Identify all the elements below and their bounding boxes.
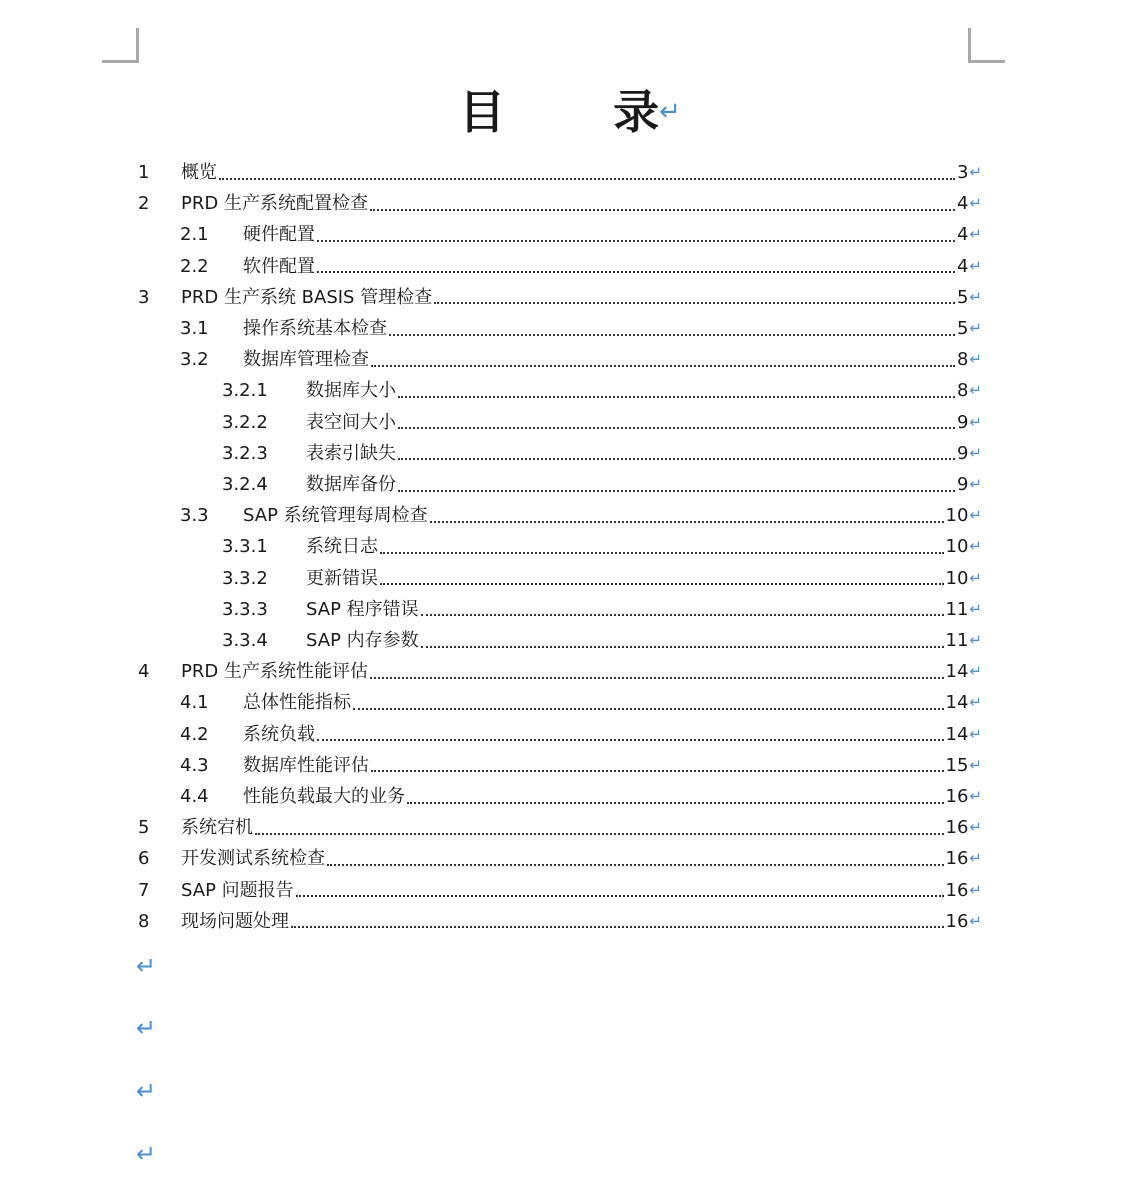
toc-entry-title: 总体性能指标 — [243, 692, 351, 714]
toc-dot-leader — [421, 646, 944, 648]
toc-dot-leader — [398, 396, 955, 398]
toc-dot-leader — [317, 271, 955, 273]
toc-entry[interactable] — [222, 438, 982, 469]
toc-dot-leader — [317, 240, 955, 242]
toc-entry-number: 2.1 — [180, 224, 209, 246]
paragraph-mark-icon: ↵ — [969, 537, 982, 556]
paragraph-mark-icon: ↵ — [659, 97, 681, 127]
toc-entry-title: 开发测试系统检查 — [181, 848, 325, 870]
toc-entry[interactable] — [180, 500, 982, 531]
toc-entry-page: 11 — [945, 598, 969, 620]
toc-entry-title: 系统负载 — [243, 723, 315, 745]
toc-entry[interactable] — [138, 906, 982, 937]
toc-entry-number: 3.2 — [180, 349, 209, 371]
toc-entry-number: 4 — [138, 661, 150, 683]
paragraph-mark-icon: ↵ — [969, 163, 982, 181]
toc-entry-number: 3 — [138, 286, 150, 308]
toc-entry[interactable] — [222, 407, 982, 438]
toc-entry-number: 2 — [138, 193, 150, 215]
toc-entry-title: 系统宕机 — [181, 817, 253, 839]
paragraph-mark-icon: ↵ — [136, 1140, 157, 1168]
toc-dot-leader — [421, 614, 944, 616]
toc-entry-number: 4.1 — [180, 692, 209, 714]
paragraph-mark-icon: ↵ — [969, 506, 982, 525]
toc-dot-leader — [380, 583, 944, 585]
paragraph-mark-icon: ↵ — [969, 319, 982, 337]
toc-entry-number: 8 — [138, 910, 150, 932]
title-char-1: 目 — [459, 85, 506, 139]
paragraph-mark-icon: ↵ — [136, 1014, 157, 1042]
toc-entry-title: 硬件配置 — [243, 224, 315, 246]
toc-entry-title: SAP 程序错误 — [306, 598, 419, 620]
paragraph-mark-icon: ↵ — [969, 599, 982, 618]
paragraph-mark-icon: ↵ — [969, 412, 982, 431]
paragraph-mark-icon: ↵ — [969, 350, 982, 369]
toc-entry-page: 8 — [956, 349, 969, 371]
paragraph-mark-icon: ↵ — [969, 381, 982, 400]
toc-entry-page: 9 — [956, 442, 969, 464]
toc-dot-leader — [255, 833, 944, 835]
paragraph-mark-icon: ↵ — [969, 755, 982, 774]
toc-entry[interactable] — [180, 781, 982, 812]
toc-entry-title: 数据库性能评估 — [243, 754, 369, 776]
crop-mark-top-left — [102, 28, 139, 63]
toc-entry-page: 14 — [945, 692, 969, 714]
toc-entry-title: PRD 生产系统 BASIS 管理检查 — [181, 286, 433, 308]
paragraph-mark-icon: ↵ — [969, 568, 982, 587]
toc-entry-page: 9 — [956, 474, 969, 495]
toc-dot-leader — [398, 490, 955, 492]
toc-entry-number: 3.3 — [180, 505, 209, 527]
toc-dot-leader — [291, 926, 944, 928]
toc-entry[interactable] — [138, 843, 982, 874]
paragraph-mark-icon: ↵ — [969, 787, 982, 805]
toc-entry[interactable] — [222, 469, 982, 500]
paragraph-mark-icon: ↵ — [969, 287, 982, 306]
toc-entry-number: 3.3.2 — [222, 567, 268, 589]
paragraph-mark-icon: ↵ — [969, 256, 982, 275]
toc-entry-number: 3.3.3 — [222, 598, 268, 620]
toc-dot-leader — [219, 178, 955, 180]
toc-dot-leader — [389, 334, 955, 336]
toc-entry-page: 14 — [945, 661, 969, 683]
toc-entry-number: 1 — [138, 162, 150, 183]
page-title — [0, 80, 1140, 144]
toc-dot-leader — [327, 864, 944, 866]
toc-entry-title: 软件配置 — [243, 255, 315, 277]
paragraph-mark-icon: ↵ — [969, 662, 982, 681]
paragraph-mark-icon: ↵ — [969, 225, 982, 244]
toc-entry-number: 6 — [138, 848, 150, 870]
paragraph-mark-icon: ↵ — [969, 693, 982, 712]
toc-entry-number: 7 — [138, 879, 150, 901]
toc-entry[interactable] — [222, 594, 982, 625]
toc-entry-title: 表空间大小 — [306, 411, 396, 433]
toc-entry-page: 11 — [945, 630, 969, 651]
toc-entry-number: 3.2.1 — [222, 380, 268, 402]
toc-entry-page: 10 — [945, 567, 969, 589]
toc-entry-title: 系统日志 — [306, 536, 378, 558]
toc-entry-page: 16 — [945, 786, 969, 807]
toc-entry[interactable] — [180, 251, 982, 282]
toc-dot-leader — [380, 552, 944, 554]
toc-dot-leader — [353, 708, 944, 710]
toc-entry-page: 4 — [956, 224, 969, 246]
toc-dot-leader — [430, 521, 944, 523]
toc-entry-title: 性能负载最大的业务 — [243, 786, 405, 807]
toc-entry-page: 8 — [956, 380, 969, 402]
toc-entry[interactable] — [138, 282, 982, 313]
toc-entry-title: 数据库管理检查 — [243, 349, 369, 371]
toc-entry-number: 4.2 — [180, 723, 209, 745]
toc-dot-leader — [398, 458, 955, 460]
toc-entry[interactable] — [138, 188, 982, 219]
toc-entry-title: 数据库备份 — [306, 474, 396, 495]
toc-dot-leader — [398, 427, 955, 429]
toc-entry-number: 3.2.2 — [222, 411, 268, 433]
toc-entry-number: 3.3.1 — [222, 536, 268, 558]
paragraph-mark-icon: ↵ — [969, 475, 982, 493]
toc-entry-number: 5 — [138, 817, 150, 839]
paragraph-mark-icon: ↵ — [969, 911, 982, 930]
toc-entry-title: 概览 — [181, 162, 217, 183]
toc-entry-number: 3.1 — [180, 318, 209, 339]
crop-mark-top-right — [968, 28, 1005, 63]
paragraph-mark-icon: ↵ — [969, 724, 982, 743]
toc-entry-page: 9 — [956, 411, 969, 433]
toc-entry-page: 5 — [956, 318, 969, 339]
toc-entry[interactable] — [180, 344, 982, 375]
paragraph-mark-icon: ↵ — [136, 952, 157, 980]
toc-entry[interactable] — [180, 750, 982, 781]
toc-entry[interactable] — [180, 719, 982, 750]
toc-entry-number: 2.2 — [180, 255, 209, 277]
toc-entry-page: 3 — [956, 162, 969, 183]
toc-entry-title: PRD 生产系统性能评估 — [181, 661, 368, 683]
toc-entry[interactable] — [138, 157, 982, 188]
toc-entry[interactable] — [180, 219, 982, 250]
toc-entry-title: SAP 系统管理每周检查 — [243, 505, 428, 527]
toc-entry-title: 数据库大小 — [306, 380, 396, 402]
toc-dot-leader — [434, 302, 955, 304]
toc-entry-page: 16 — [945, 817, 969, 839]
toc-dot-leader — [370, 677, 944, 679]
toc-entry[interactable] — [138, 656, 982, 687]
title-char-2: 录 — [613, 85, 660, 139]
toc-dot-leader — [296, 895, 944, 897]
toc-entry-title: 更新错误 — [306, 567, 378, 589]
toc-entry-title: SAP 内存参数 — [306, 630, 419, 651]
toc-entry-page: 5 — [956, 286, 969, 308]
paragraph-mark-icon: ↵ — [969, 443, 982, 462]
paragraph-mark-icon: ↵ — [969, 631, 982, 649]
toc-entry-page: 16 — [945, 879, 969, 901]
toc-entry[interactable] — [222, 563, 982, 594]
toc-entry-page: 4 — [956, 193, 969, 215]
paragraph-mark-icon: ↵ — [969, 194, 982, 213]
toc-entry[interactable] — [138, 875, 982, 906]
toc-entry-title: 现场问题处理 — [181, 910, 289, 932]
paragraph-mark-icon: ↵ — [969, 880, 982, 899]
toc-entry-title: SAP 问题报告 — [181, 879, 294, 901]
toc-dot-leader — [371, 365, 955, 367]
toc-entry-number: 4.4 — [180, 786, 209, 807]
toc-entry-number: 3.3.4 — [222, 630, 268, 651]
toc-entry[interactable] — [180, 313, 982, 344]
toc-entry-title: 表索引缺失 — [306, 442, 396, 464]
toc-dot-leader — [317, 739, 944, 741]
toc-dot-leader — [371, 770, 944, 772]
toc-entry[interactable] — [180, 687, 982, 718]
toc-dot-leader — [407, 802, 944, 804]
toc-entry-number: 3.2.4 — [222, 474, 268, 495]
toc-entry-page: 16 — [945, 848, 969, 870]
toc-entry-number: 4.3 — [180, 754, 209, 776]
toc-entry[interactable] — [138, 812, 982, 843]
toc-entry[interactable] — [222, 375, 982, 406]
toc-entry[interactable] — [222, 625, 982, 656]
toc-entry-title: PRD 生产系统配置检查 — [181, 193, 368, 215]
toc-entry-page: 14 — [945, 723, 969, 745]
toc-entry-page: 4 — [956, 255, 969, 277]
paragraph-mark-icon: ↵ — [969, 849, 982, 868]
toc-entry-page: 10 — [945, 536, 969, 558]
toc-entry-page: 10 — [945, 505, 969, 527]
toc-entry[interactable] — [222, 531, 982, 562]
toc-entry-page: 15 — [945, 754, 969, 776]
paragraph-mark-icon: ↵ — [969, 818, 982, 837]
paragraph-mark-icon: ↵ — [136, 1077, 157, 1105]
toc-entry-title: 操作系统基本检查 — [243, 318, 387, 339]
toc-dot-leader — [370, 209, 955, 211]
toc-entry-page: 16 — [945, 910, 969, 932]
toc-entry-number: 3.2.3 — [222, 442, 268, 464]
